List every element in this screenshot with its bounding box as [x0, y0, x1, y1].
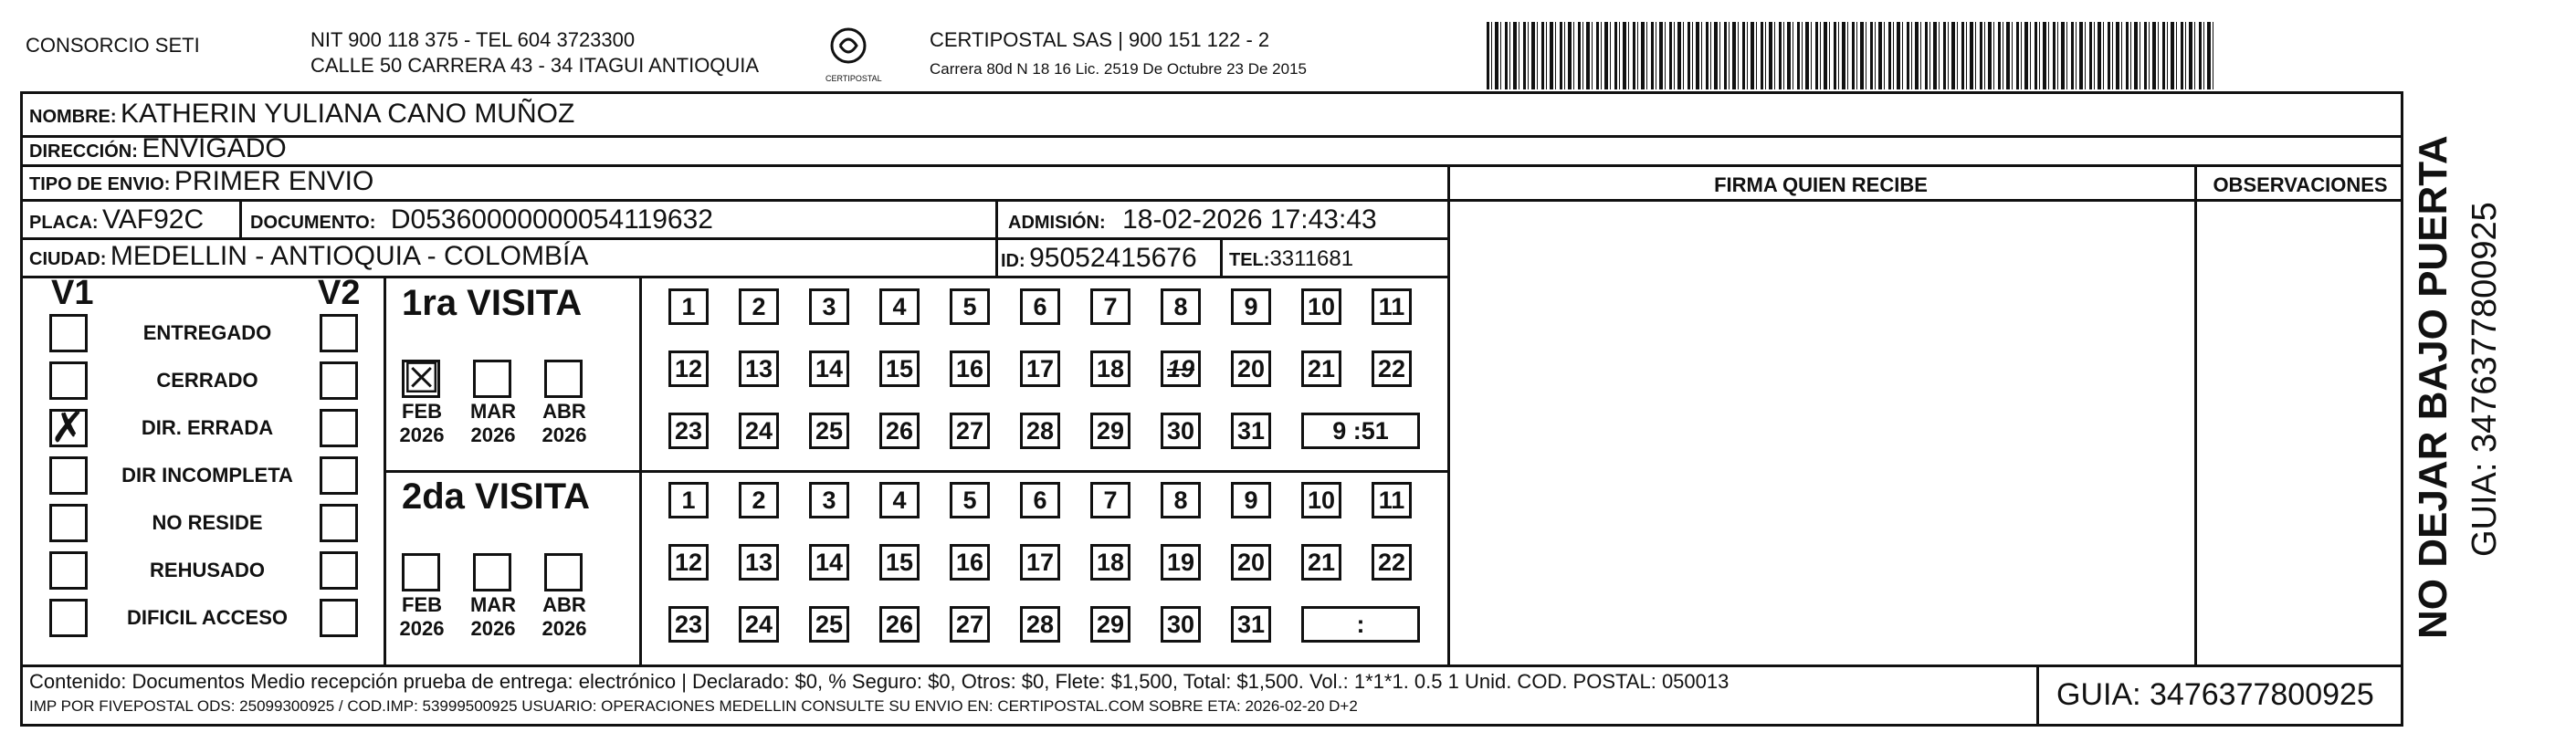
day-box[interactable]: 27: [950, 606, 990, 643]
admision-value: 18-02-2026 17:43:43: [1122, 204, 1377, 235]
day-box[interactable]: 13: [739, 544, 779, 581]
status-reason-label: DIR INCOMPLETA: [121, 464, 293, 487]
visit1-title: 1ra VISITA: [402, 283, 583, 323]
company-name: CONSORCIO SETI: [26, 34, 200, 57]
v1-checkbox[interactable]: [49, 361, 88, 400]
time-box[interactable]: 9 :51: [1301, 413, 1420, 449]
day-box[interactable]: 31: [1231, 413, 1271, 449]
firma-header: FIRMA QUIEN RECIBE: [1714, 173, 1928, 196]
footer-guia: GUIA: 3476377800925: [2056, 677, 2374, 712]
day-box[interactable]: 22: [1372, 544, 1412, 581]
time-box[interactable]: :: [1301, 606, 1420, 643]
day-box[interactable]: 30: [1161, 606, 1201, 643]
ciudad-row: CIUDAD: MEDELLIN - ANTIOQUIA - COLOMBÍA: [29, 241, 589, 271]
day-box[interactable]: 30: [1161, 413, 1201, 449]
day-box[interactable]: 2: [739, 482, 779, 518]
day-box[interactable]: 5: [950, 288, 990, 325]
v1-checkbox[interactable]: [49, 314, 88, 352]
day-box[interactable]: 26: [879, 413, 920, 449]
day-box[interactable]: 24: [739, 413, 779, 449]
license-line: Carrera 80d N 18 16 Lic. 2519 De Octubre 23 De 2015: [930, 60, 1307, 78]
day-box[interactable]: 28: [1020, 606, 1060, 643]
month-checkbox-mar[interactable]: [473, 360, 511, 398]
day-box[interactable]: 17: [1020, 351, 1060, 387]
day-box[interactable]: 2: [739, 288, 779, 325]
day-box[interactable]: 11: [1372, 482, 1412, 518]
day-box[interactable]: 15: [879, 351, 920, 387]
month-checkbox-abr[interactable]: [544, 360, 583, 398]
nombre-value: KATHERIN YULIANA CANO MUÑOZ: [121, 99, 575, 129]
status-reason-label: DIFICIL ACCESO: [126, 606, 288, 629]
status-reason-label: DIR. ERRADA: [141, 416, 274, 439]
day-box[interactable]: 31: [1231, 606, 1271, 643]
day-box[interactable]: 23: [668, 413, 709, 449]
day-box[interactable]: 16: [950, 351, 990, 387]
admision-row: ADMISIÓN: 18-02-2026 17:43:43: [1008, 204, 1377, 235]
day-box[interactable]: 19: [1161, 544, 1201, 581]
day-box[interactable]: 4: [879, 288, 920, 325]
v1-checkbox[interactable]: [49, 456, 88, 495]
day-box[interactable]: 15: [879, 544, 920, 581]
v2-checkbox[interactable]: [320, 551, 358, 590]
day-box[interactable]: 13: [739, 351, 779, 387]
month-checkbox-mar[interactable]: [473, 553, 511, 591]
nombre-row: NOMBRE: KATHERIN YULIANA CANO MUÑOZ: [29, 99, 575, 129]
placa-value: VAF92C: [102, 204, 205, 235]
carrier-line: CERTIPOSTAL SAS | 900 151 122 - 2: [930, 28, 1270, 51]
documento-value: D05360000000054119632: [390, 204, 713, 235]
id-row: ID: 95052415676: [1001, 243, 1197, 273]
side-guia: GUIA: 3476377800925: [2466, 202, 2504, 557]
ciudad-value: MEDELLIN - ANTIOQUIA - COLOMBÍA: [110, 241, 589, 271]
v1-checkbox[interactable]: [49, 599, 88, 637]
status-reason-label: REHUSADO: [150, 559, 265, 581]
direccion-value: ENVIGADO: [142, 133, 287, 163]
month-checkbox-feb[interactable]: [402, 553, 440, 591]
month-checkbox-feb[interactable]: [402, 353, 441, 403]
day-box[interactable]: 25: [809, 413, 849, 449]
day-box[interactable]: 3: [809, 482, 849, 518]
placa-row: PLACA: VAF92C: [29, 204, 205, 235]
day-box[interactable]: 4: [879, 482, 920, 518]
day-box[interactable]: 25: [809, 606, 849, 643]
month-label: MAR 2026: [469, 400, 517, 446]
tel-value: 3311681: [1269, 246, 1354, 271]
month-label: ABR 2026: [541, 400, 587, 446]
day-box[interactable]: 12: [668, 351, 709, 387]
day-box[interactable]: 9: [1231, 482, 1271, 518]
v2-checkbox[interactable]: [320, 504, 358, 542]
tipo-row: TIPO DE ENVIO: PRIMER ENVIO: [29, 166, 374, 196]
v2-checkbox[interactable]: [320, 314, 358, 352]
v2-checkbox[interactable]: [320, 409, 358, 447]
day-box[interactable]: 6: [1020, 482, 1060, 518]
footer-content-line: Contenido: Documentos Medio recepción prueba de entrega: electrónico | Declarado: $0, % Seguro: $0, Otros: $0, Flete: $1,500, Total: $1,500. Vol.: 1*1*1. 0.5 1 Unid. COD. POSTAL: 050013: [29, 670, 1730, 693]
day-box[interactable]: 9: [1231, 288, 1271, 325]
day-box[interactable]: 18: [1090, 351, 1130, 387]
day-box[interactable]: 17: [1020, 544, 1060, 581]
direccion-row: DIRECCIÓN: ENVIGADO: [29, 133, 287, 163]
day-box[interactable]: 19: [1161, 351, 1201, 387]
day-box[interactable]: 26: [879, 606, 920, 643]
day-box[interactable]: 21: [1301, 544, 1341, 581]
day-box[interactable]: 27: [950, 413, 990, 449]
v2-label: V2: [318, 274, 361, 312]
day-box[interactable]: 5: [950, 482, 990, 518]
day-box[interactable]: 16: [950, 544, 990, 581]
month-label: FEB 2026: [399, 593, 445, 640]
day-box[interactable]: 21: [1301, 351, 1341, 387]
observaciones-header: OBSERVACIONES: [2213, 173, 2388, 196]
day-box[interactable]: 24: [739, 606, 779, 643]
v1-checkbox[interactable]: [49, 504, 88, 542]
day-box[interactable]: 10: [1301, 288, 1341, 325]
day-box[interactable]: 12: [668, 544, 709, 581]
status-reason-label: ENTREGADO: [142, 321, 272, 344]
day-box[interactable]: 14: [809, 544, 849, 581]
v1-label: V1: [51, 274, 94, 312]
month-label: MAR 2026: [469, 593, 517, 640]
day-box[interactable]: 1: [668, 288, 709, 325]
status-reason-label: NO RESIDE: [152, 511, 263, 534]
day-box[interactable]: 6: [1020, 288, 1060, 325]
day-box[interactable]: 18: [1090, 544, 1130, 581]
footer-imp-line: IMP POR FIVEPOSTAL ODS: 25099300925 / COD.IMP: 53999500925 USUARIO: OPERACIONES MEDELLIN CONSULTE SU ENVIO EN: CERTIPOSTAL.COM SOBRE ETA: 2026-02-20 D+2: [29, 697, 1358, 715]
barcode: [1487, 22, 2217, 89]
certipostal-logo: CERTIPOSTAL: [825, 26, 871, 84]
day-box[interactable]: 29: [1090, 606, 1130, 643]
month-checkbox-abr[interactable]: [544, 553, 583, 591]
month-label: ABR 2026: [541, 593, 587, 640]
month-label: FEB 2026: [399, 400, 445, 446]
day-box[interactable]: 7: [1090, 288, 1130, 325]
day-box[interactable]: 14: [809, 351, 849, 387]
day-box[interactable]: 8: [1161, 482, 1201, 518]
tipo-value: PRIMER ENVIO: [173, 166, 374, 196]
day-box[interactable]: 20: [1231, 544, 1271, 581]
day-box[interactable]: 1: [668, 482, 709, 518]
side-warning: NO DEJAR BAJO PUERTA: [2411, 135, 2455, 639]
documento-row: DOCUMENTO: D05360000000054119632: [250, 204, 713, 235]
day-box[interactable]: 10: [1301, 482, 1341, 518]
v2-checkbox[interactable]: [320, 599, 358, 637]
day-box[interactable]: 3: [809, 288, 849, 325]
visit2-title: 2da VISITA: [402, 476, 590, 517]
day-box[interactable]: 11: [1372, 288, 1412, 325]
day-box[interactable]: 28: [1020, 413, 1060, 449]
v2-checkbox[interactable]: [320, 361, 358, 400]
address-line: CALLE 50 CARRERA 43 - 34 ITAGUI ANTIOQUIA: [310, 54, 760, 77]
status-reason-label: CERRADO: [156, 369, 258, 392]
day-box[interactable]: 7: [1090, 482, 1130, 518]
day-box[interactable]: 8: [1161, 288, 1201, 325]
id-value: 95052415676: [1029, 243, 1197, 273]
x-mark-icon: ✗: [50, 403, 86, 452]
v1-checkbox[interactable]: [49, 551, 88, 590]
day-box[interactable]: 22: [1372, 351, 1412, 387]
tel-row: TEL:3311681: [1229, 246, 1354, 271]
day-box[interactable]: 23: [668, 606, 709, 643]
signature-area[interactable]: [1452, 203, 2192, 659]
day-box[interactable]: 20: [1231, 351, 1271, 387]
observations-area[interactable]: [2199, 203, 2400, 659]
v1-checkbox[interactable]: [49, 403, 88, 452]
day-box[interactable]: 29: [1090, 413, 1130, 449]
x-mark-icon: ☒: [403, 353, 441, 403]
nit-line: NIT 900 118 375 - TEL 604 3723300: [310, 28, 636, 51]
v2-checkbox[interactable]: [320, 456, 358, 495]
